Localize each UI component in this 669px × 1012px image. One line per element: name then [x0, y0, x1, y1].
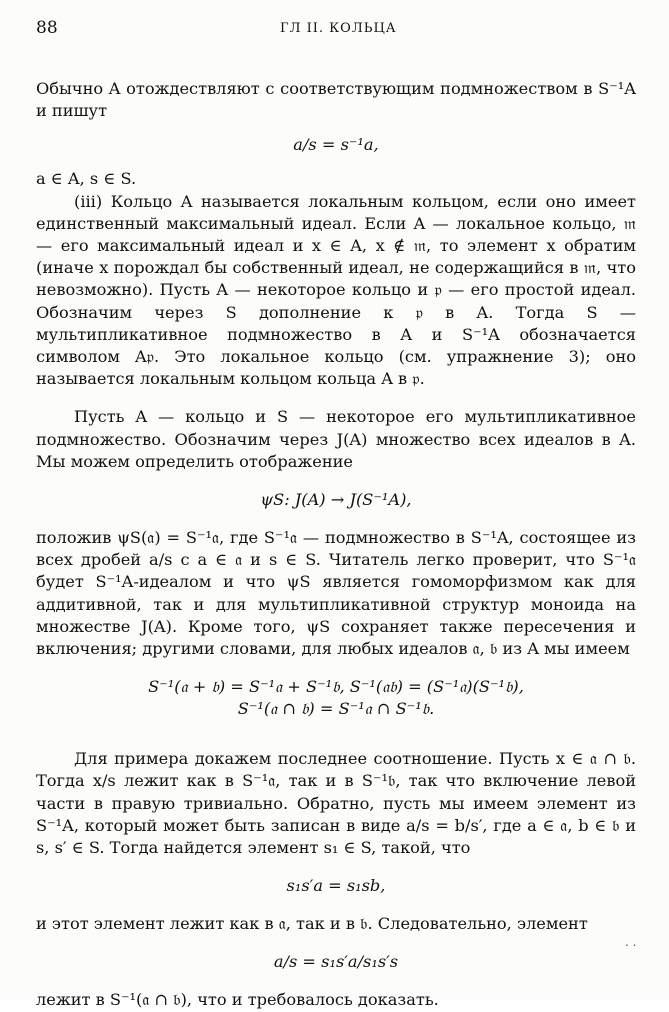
paragraph-ideal-map: Пусть A — кольцо и S — некоторое его мультипликативное подмножество. Обозначим через J(A) множество всех идеалов в A. Мы можем определить отображение: [36, 407, 636, 471]
margin-marks: . .: [625, 935, 637, 949]
running-header: ГЛ II. КОЛЬЦА: [280, 21, 397, 36]
paragraph-proof: Для примера докажем последнее соотношение. Пусть x ∈ 𝔞 ∩ 𝔟. Тогда x/s лежит как в S⁻¹𝔞, так и в S⁻¹𝔟, так что включение левой части в правую тривиально. Обратно, пусть мы имеем элемент из S⁻¹A, который может быть записан в виде a/s = b/s′, где a ∈ 𝔞, b ∈ 𝔟 и s, s′ ∈ S. Тогда найдется элемент s₁ ∈ S, такой, что: [36, 749, 636, 858]
page-number: 88: [36, 18, 58, 38]
formula-s1: s₁s′a = s₁sb,: [286, 876, 386, 896]
paragraph-homomorphism: положив ψS(𝔞) = S⁻¹𝔞, где S⁻¹𝔞 — подмножество в S⁻¹A, состоящее из всех дробей a/s с a ∈ 𝔞 и s ∈ S. Читатель легко проверит, что S⁻¹𝔞 будет S⁻¹A-идеалом и что ψS является гомоморфизмом как для аддитивной, так и для мультипликативной структур моноида на множестве J(A). Кроме того, ψS сохраняет также пересечения и включения; другими словами, для любых идеалов 𝔞, 𝔟 из A мы имеем: [36, 528, 636, 659]
paragraph-element: и этот элемент лежит как в 𝔞, так и в 𝔟. Следовательно, элемент: [36, 914, 588, 934]
paragraph-local-ring: (iii) Кольцо A называется локальным кольцом, если оно имеет единственный максимальный идеал. Если A — локальное кольцо, 𝔪 — его максимальный идеал и x ∈ A, x ∉ 𝔪, то элемент x обратим (иначе x порождал бы собственный идеал, не содержащийся в 𝔪, что невозможно). Пусть A — некоторое кольцо и 𝔭 — его простой идеал. Обозначим через S дополнение к 𝔭 в A. Тогда S — мультипликативное подмножество в A и S⁻¹A обозначается символом A𝔭. Это локальное кольцо (см. упражнение 3); оно называется локальным кольцом кольца A в 𝔭.: [36, 191, 636, 389]
formula-sum-product: S⁻¹(𝔞 + 𝔟) = S⁻¹𝔞 + S⁻¹𝔟, S⁻¹(𝔞𝔟) = (S⁻¹𝔞)(S⁻¹𝔟),: [148, 677, 524, 697]
formula-fraction: a/s = s⁻¹a,: [293, 135, 379, 155]
paragraph-intro: Обычно A отождествляют с соответствующим подмножеством в S⁻¹A и пишут: [36, 79, 636, 121]
formula-final: a/s = s₁s′a/s₁s′s: [273, 952, 399, 972]
formula-intersection: S⁻¹(𝔞 ∩ 𝔟) = S⁻¹𝔞 ∩ S⁻¹𝔟.: [237, 699, 435, 719]
paragraph-membership: a ∈ A, s ∈ S.: [36, 169, 137, 189]
paragraph-conclusion: лежит в S⁻¹(𝔞 ∩ 𝔟), что и требовалось доказать.: [36, 990, 439, 1010]
page-body: [36, 78, 636, 1012]
formula-psi-map: ψS: J(A) → J(S⁻¹A),: [260, 490, 412, 510]
